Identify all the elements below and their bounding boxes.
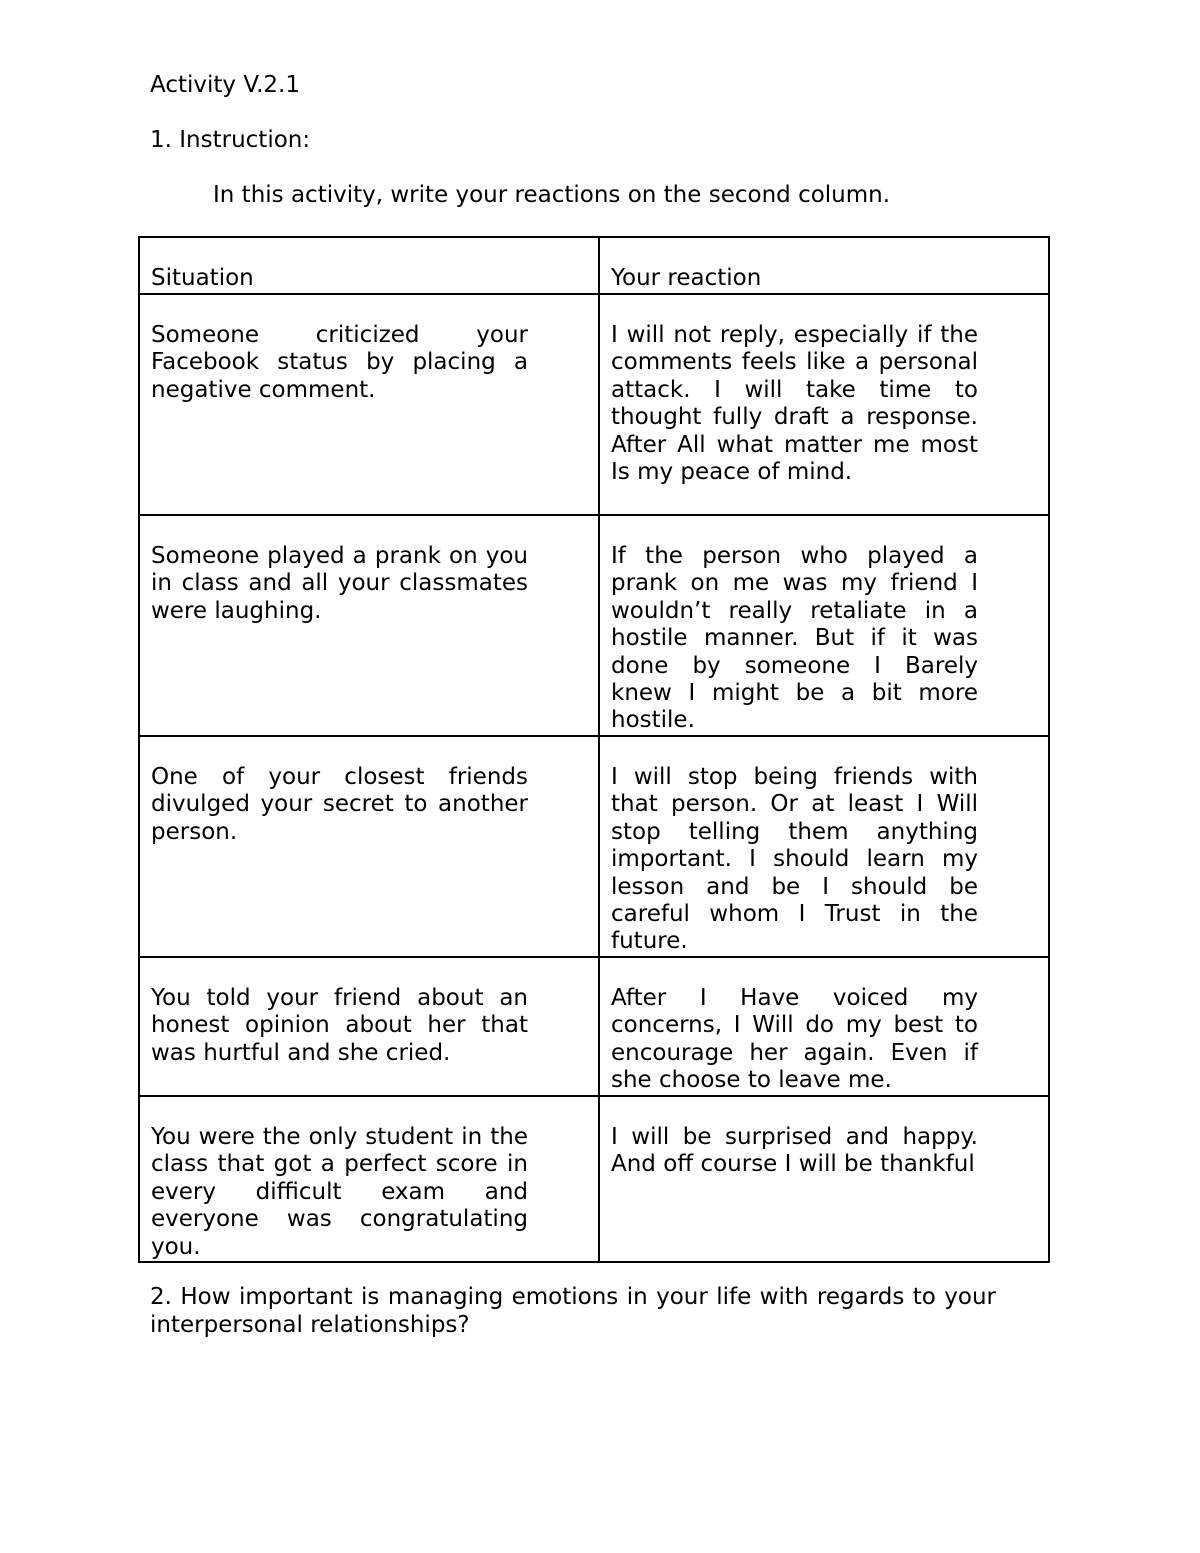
reaction-cell: After I Have voiced my concerns, I Will do my best to encourage her again. Even if she choose to leave me. (599, 957, 1049, 1096)
situation-cell: Someone played a prank on you in class and all your classmates were laughing. (139, 515, 599, 736)
question-2: 2. How important is managing emotions in your life with regards to your interpersonal relationships? (150, 1284, 996, 1338)
instruction-text: In this activity, write your reactions on the second column. (213, 182, 891, 208)
table-header-row (139, 237, 1049, 294)
instruction-heading: 1. Instruction: (150, 127, 311, 153)
table-row (139, 294, 1049, 515)
reaction-cell: I will stop being friends with that person. Or at least I Will stop telling them anything important. I should learn my lesson and be I should be careful whom I Trust in the future. (599, 736, 1049, 957)
reaction-cell: I will be surprised and happy. And off course I will be thankful (599, 1096, 1049, 1262)
table-row (139, 515, 1049, 736)
situation-cell: You were the only student in the class that got a perfect score in every difficult exam and everyone was congratulating you. (139, 1096, 599, 1262)
situation-cell: One of your closest friends divulged your secret to another person. (139, 736, 599, 957)
reaction-cell: If the person who played a prank on me was my friend I wouldn’t really retaliate in a hostile manner. But if it was done by someone I Barely knew I might be a bit more hostile. (599, 515, 1049, 736)
page-title: Activity V.2.1 (150, 72, 300, 98)
situation-cell: Someone criticized your Facebook status by placing a negative comment. (139, 294, 599, 515)
table-row (139, 957, 1049, 1096)
reaction-cell: I will not reply, especially if the comments feels like a personal attack. I will take time to thought fully draft a response. After All what matter me most Is my peace of mind. (599, 294, 1049, 515)
reaction-column-header: Your reaction (599, 237, 1049, 294)
reaction-table (138, 236, 1050, 1263)
situation-cell: You told your friend about an honest opinion about her that was hurtful and she cried. (139, 957, 599, 1096)
table-row (139, 1096, 1049, 1262)
table-row (139, 736, 1049, 957)
situation-column-header: Situation (139, 237, 599, 294)
